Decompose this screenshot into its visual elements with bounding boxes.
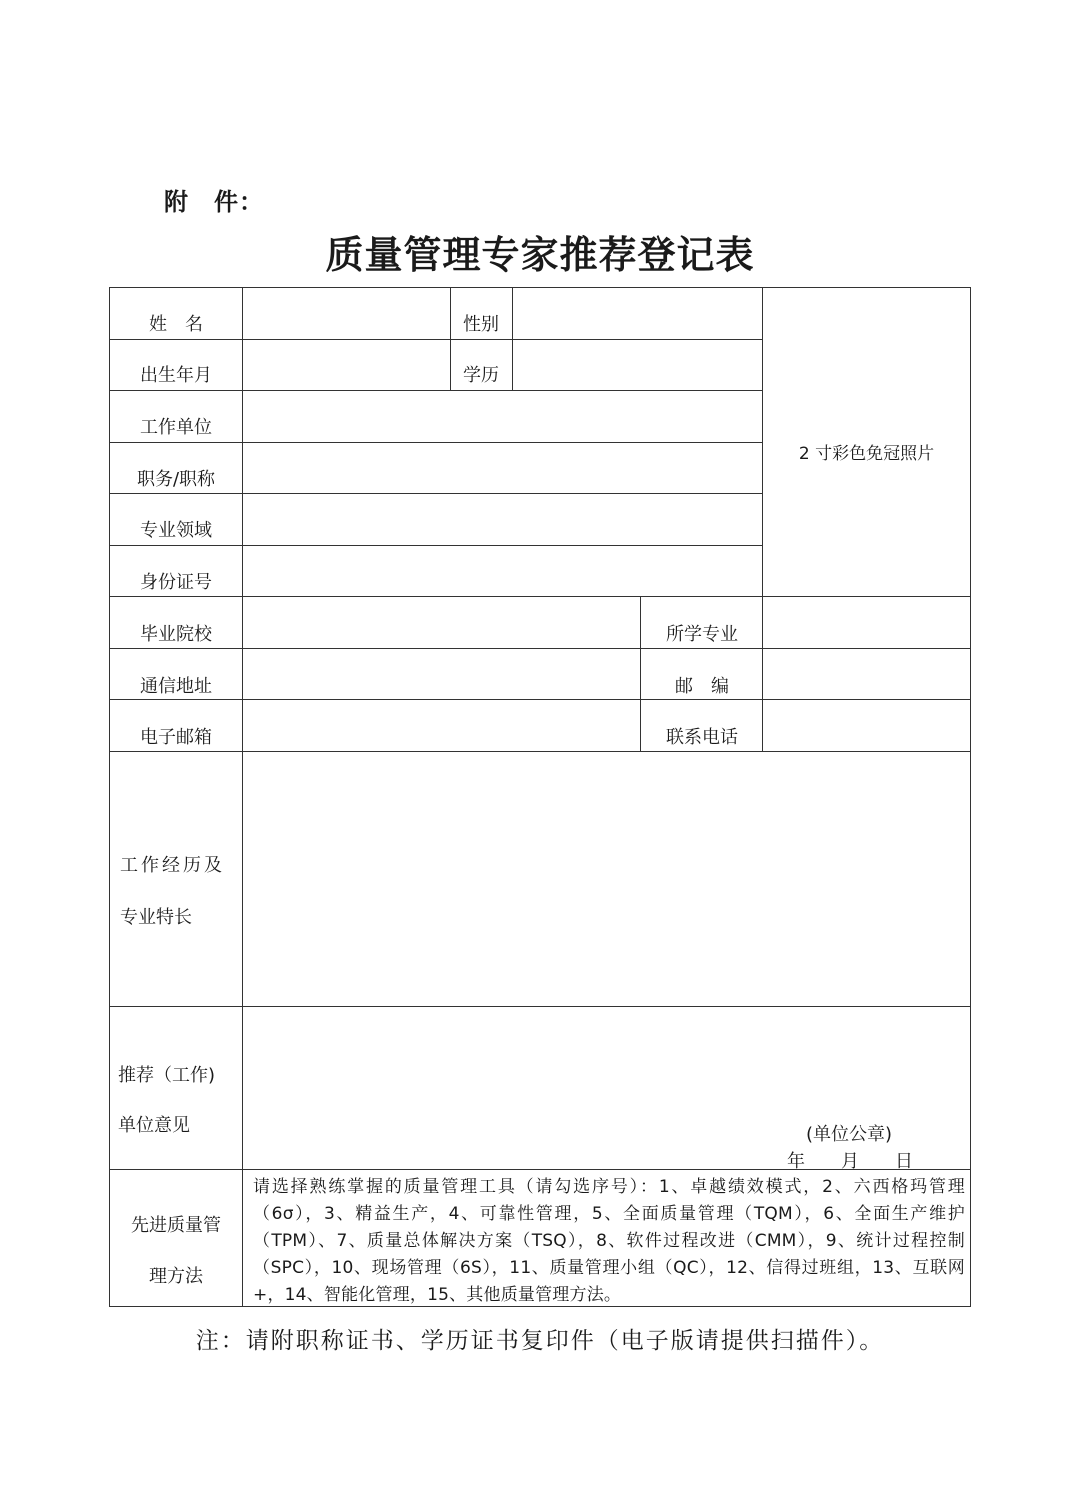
photo-column-divider <box>762 287 763 752</box>
row-divider <box>110 493 762 494</box>
position-title-label: 职务/职称 <box>136 469 216 490</box>
recommend-label-line1: 推荐（工作) <box>118 1065 216 1086</box>
row-divider <box>110 390 762 391</box>
specialty-field-input[interactable] <box>244 495 761 544</box>
postcode-label: 邮 编 <box>675 676 729 697</box>
address-label: 通信地址 <box>140 676 212 697</box>
experience-field[interactable] <box>244 753 969 1005</box>
specialty-field-label: 专业领域 <box>140 520 212 541</box>
form-title: 质量管理专家推荐登记表 <box>325 233 755 277</box>
education-label: 学历 <box>463 365 499 386</box>
school-label: 毕业院校 <box>140 624 212 645</box>
birth-date-field[interactable] <box>244 341 449 389</box>
employer-label: 工作单位 <box>140 417 212 438</box>
postcode-field[interactable] <box>764 650 969 698</box>
experience-label-line1: 工作经历及 <box>120 855 225 876</box>
id-number-field[interactable] <box>244 547 761 595</box>
experience-label-line2: 专业特长 <box>120 907 192 928</box>
employer-field[interactable] <box>244 392 761 441</box>
date-label: 年 月 日 <box>787 1151 913 1172</box>
gender-label: 性别 <box>463 314 499 335</box>
methods-label-line1: 先进质量管 <box>131 1215 221 1236</box>
footer-note: 注：请附职称证书、学历证书复印件（电子版请提供扫描件）。 <box>195 1328 885 1354</box>
row-divider <box>110 1006 971 1007</box>
email-label: 电子邮箱 <box>140 727 212 748</box>
major-label: 所学专业 <box>666 624 738 645</box>
recommend-label-line2: 单位意见 <box>118 1115 190 1136</box>
phone-label: 联系电话 <box>666 727 738 748</box>
label-column-divider <box>242 287 243 1307</box>
row-divider <box>110 596 971 597</box>
birth-date-label: 出生年月 <box>140 365 212 386</box>
column-divider <box>640 596 641 751</box>
email-field[interactable] <box>244 701 639 750</box>
education-field[interactable] <box>514 341 761 389</box>
position-title-field[interactable] <box>244 444 761 492</box>
row-divider <box>110 545 762 546</box>
id-number-label: 身份证号 <box>140 572 212 593</box>
row-divider <box>110 339 762 340</box>
row-divider <box>110 442 762 443</box>
address-field[interactable] <box>244 650 639 698</box>
name-field[interactable] <box>244 289 449 338</box>
column-divider <box>512 287 513 390</box>
phone-field[interactable] <box>764 701 969 750</box>
attachment-label: 附 件： <box>164 188 264 216</box>
major-field[interactable] <box>764 598 969 647</box>
table-border-right <box>970 287 971 1307</box>
school-field[interactable] <box>244 598 639 647</box>
quality-tools-options-text[interactable]: 请选择熟练掌握的质量管理工具（请勾选序号）：1、卓越绩效模式，2、六西格玛管理（6σ），3、精益生产，4、可靠性管理，5、全面质量管理（TQM），6、全面生产维护（TPM）、7、质量总体解决方案（TSQ），8、软件过程改进（CMM），9、统计过程控制（SPC），10、现场管理（6S），11、质量管理小组（QC），12、信得过班组，13、互联网+，14、智能化管理，15、其他质量管理方法。 <box>253 1177 965 1305</box>
photo-placeholder-label: 2 寸彩色免冠照片 <box>798 444 935 464</box>
row-divider <box>110 648 971 649</box>
table-border-left <box>109 287 110 1307</box>
methods-label-line2: 理方法 <box>149 1266 203 1287</box>
unit-seal-label: (单位公章) <box>806 1124 893 1145</box>
row-divider <box>110 699 971 700</box>
table-border-top <box>110 287 971 288</box>
gender-field[interactable] <box>514 289 761 338</box>
row-divider <box>110 751 971 752</box>
name-label: 姓 名 <box>149 314 203 335</box>
